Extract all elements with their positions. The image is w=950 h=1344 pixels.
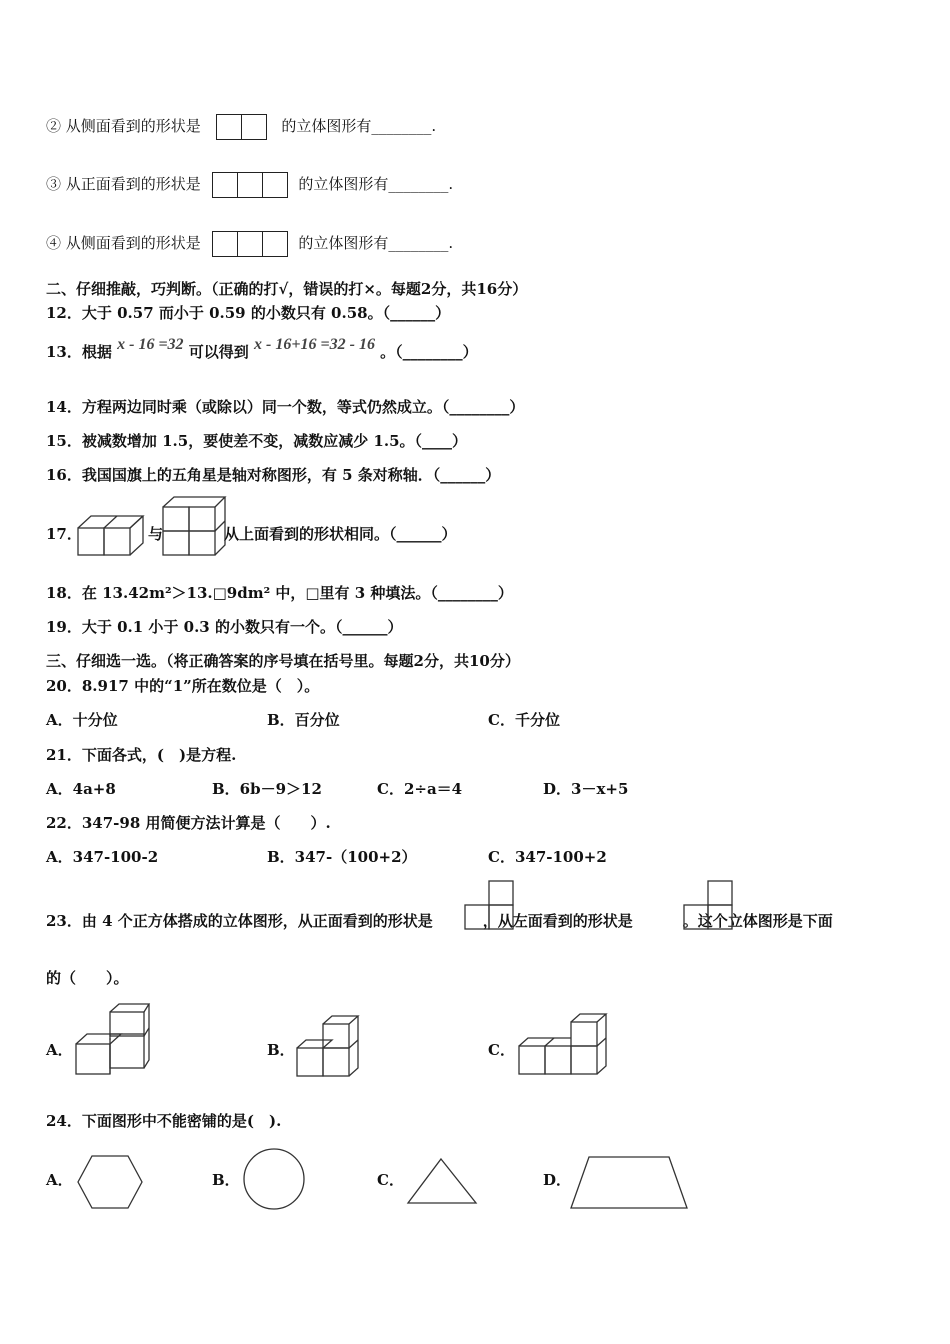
q23-solid-b-icon bbox=[296, 1014, 360, 1078]
q13-suffix: 。（________） bbox=[380, 343, 478, 361]
item-3-suffix: 的立体图形有 bbox=[298, 175, 389, 193]
q23-prefix: 23．由 4 个正方体搭成的立体图形，从正面看到的形状是 bbox=[46, 912, 433, 930]
q17-number: 17． bbox=[46, 525, 82, 543]
q23-solid-a-icon bbox=[75, 1002, 151, 1076]
trapezoid-icon bbox=[569, 1154, 691, 1210]
q21-option-b[interactable]: B．6b－9＞12 bbox=[212, 780, 322, 798]
q23-middle: ，从左面看到的形状是 bbox=[482, 912, 633, 930]
q20-option-a[interactable]: A．十分位 bbox=[46, 711, 118, 729]
left-view-icon bbox=[633, 906, 683, 926]
item-4-blank[interactable]: ________ bbox=[388, 234, 449, 252]
four-cube-solid-icon bbox=[162, 496, 228, 560]
item-3-prefix: ③ 从正面看到的形状是 bbox=[46, 175, 201, 193]
q24-option-a[interactable]: A． bbox=[46, 1171, 73, 1189]
question-15: 15．被减数增加 1.5，要使差不变，减数应减少 1.5。（____） bbox=[46, 432, 468, 450]
three-square-view-icon bbox=[212, 231, 288, 257]
q21-option-c[interactable]: C．2÷a＝4 bbox=[377, 780, 463, 798]
q24-option-d[interactable]: D． bbox=[543, 1171, 572, 1189]
section-3-heading: 三、仔细选一选。（将正确答案的序号填在括号里。每题2分，共10分） bbox=[46, 652, 520, 670]
q13-middle: 可以得到 bbox=[188, 343, 249, 361]
q24-option-b[interactable]: B． bbox=[212, 1171, 240, 1189]
q22-option-c[interactable]: C．347-100+2 bbox=[488, 848, 607, 866]
q23-line-2: 的（ ）。 bbox=[46, 969, 129, 987]
front-view-shape bbox=[464, 879, 516, 931]
item-2-prefix: ② 从侧面看到的形状是 bbox=[46, 117, 201, 135]
item-3-blank[interactable]: ________ bbox=[388, 175, 449, 193]
q23-option-a[interactable]: A． bbox=[46, 1041, 73, 1059]
item-4 bbox=[46, 231, 453, 257]
triangle-icon bbox=[406, 1157, 478, 1205]
question-16: 16．我国国旗上的五角星是轴对称图形，有 5 条对称轴．（______） bbox=[46, 466, 501, 484]
q13-prefix: 13．根据 bbox=[46, 343, 112, 361]
hexagon-icon bbox=[76, 1155, 144, 1211]
q24-option-c[interactable]: C． bbox=[377, 1171, 404, 1189]
q17-and: 与 bbox=[148, 525, 164, 543]
q17-suffix: 从上面看到的形状相同。（______） bbox=[224, 525, 457, 543]
q23-option-c[interactable]: C． bbox=[488, 1041, 515, 1059]
item-4-prefix: ④ 从侧面看到的形状是 bbox=[46, 234, 201, 252]
two-cube-solid-icon bbox=[77, 512, 149, 558]
q20-option-b[interactable]: B．百分位 bbox=[267, 711, 340, 729]
two-square-view-icon bbox=[216, 114, 267, 140]
q23-suffix: 。这个立体图形是下面 bbox=[682, 912, 833, 930]
item-3 bbox=[46, 172, 453, 198]
item-2-end: . bbox=[431, 117, 437, 135]
question-24: 24．下面图形中不能密铺的是( ). bbox=[46, 1112, 282, 1130]
question-12: 12．大于 0.57 而小于 0.59 的小数只有 0.58。（______） bbox=[46, 304, 451, 322]
item-3-end: . bbox=[448, 175, 454, 193]
question-19: 19．大于 0.1 小于 0.3 的小数只有一个。（______） bbox=[46, 618, 403, 636]
item-2-blank[interactable]: ________ bbox=[371, 117, 432, 135]
q21-option-d[interactable]: D．3－x+5 bbox=[543, 780, 629, 798]
item-4-suffix: 的立体图形有 bbox=[298, 234, 389, 252]
question-22: 22．347-98 用简便方法计算是（ ）. bbox=[46, 814, 331, 832]
question-13 bbox=[46, 336, 478, 363]
question-14: 14．方程两边同时乘（或除以）同一个数，等式仍然成立。（________） bbox=[46, 398, 525, 416]
q23-option-b[interactable]: B． bbox=[267, 1041, 295, 1059]
left-view-shape bbox=[683, 879, 735, 931]
question-18: 18．在 13.42m²＞13.□9dm² 中，□里有 3 种填法。（________） bbox=[46, 584, 513, 602]
item-2-suffix: 的立体图形有 bbox=[281, 117, 372, 135]
q22-option-b[interactable]: B．347-（100+2） bbox=[267, 848, 417, 866]
q13-formula-1: x - 16 =32 bbox=[117, 336, 184, 353]
q22-option-a[interactable]: A．347-100-2 bbox=[46, 848, 159, 866]
question-20: 20．8.917 中的“1”所在数位是（ ）。 bbox=[46, 677, 320, 695]
q13-formula-2: x - 16+16 =32 - 16 bbox=[254, 336, 375, 353]
three-square-view-icon bbox=[212, 172, 288, 198]
q23-solid-c-icon bbox=[518, 1012, 608, 1076]
section-2-heading: 二、仔细推敲，巧判断。（正确的打√，错误的打×。每题2分，共16分） bbox=[46, 280, 528, 298]
item-2 bbox=[46, 114, 436, 140]
q20-option-c[interactable]: C．千分位 bbox=[488, 711, 560, 729]
circle-icon bbox=[242, 1147, 306, 1211]
q21-option-a[interactable]: A．4a+8 bbox=[46, 780, 116, 798]
item-4-end: . bbox=[448, 234, 454, 252]
question-21: 21．下面各式，( )是方程. bbox=[46, 746, 237, 764]
